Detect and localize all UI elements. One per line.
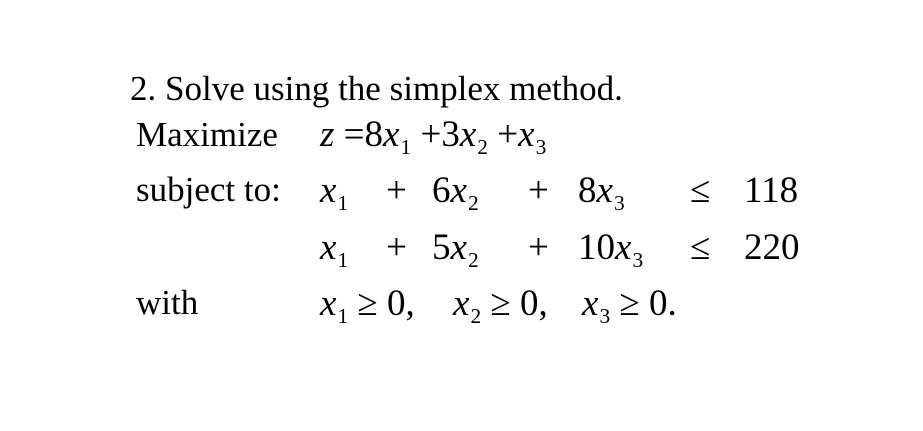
constraint-2-plus-2: + [528, 227, 549, 268]
constraint-2-term-3: $10x_3$ [578, 227, 644, 272]
objective-x2-subscript: 2 [477, 134, 488, 159]
objective-plus-2: + [497, 114, 519, 155]
objective-x1-subscript: 1 [400, 134, 412, 159]
subject-to-label: subject to: [136, 170, 281, 209]
objective-function [320, 114, 547, 159]
nonneg-x1: $x_1 \ge 0$, [320, 283, 415, 328]
objective-coef-2: 3 [441, 114, 460, 155]
constraint-1-relation: ≤ [690, 170, 711, 211]
constraint-1-x1: $x_1$ [320, 170, 349, 215]
objective-x1: x [383, 114, 400, 155]
objective-z: z [320, 114, 335, 155]
objective-equals: = [343, 114, 365, 155]
constraint-1-term-2: $6x_2$ [432, 170, 479, 215]
constraint-2-rhs: 220 [744, 227, 800, 268]
nonneg-x3: $x_3 \ge 0$. [582, 283, 677, 328]
constraint-2-term-2: $5x_2$ [432, 227, 479, 272]
objective-coef-1: 8 [364, 114, 384, 155]
objective-x3: x [518, 114, 535, 155]
constraint-2-x1: $x_1$ [320, 227, 349, 272]
constraint-2-plus-1: + [386, 227, 407, 268]
objective-x2: x [459, 114, 477, 155]
problem-heading: 2. Solve using the simplex method. [130, 69, 623, 108]
constraint-1-term-3: $8x_3$ [578, 170, 625, 215]
nonneg-x2: $x_2 \ge 0$, [453, 283, 548, 328]
constraint-1-plus-2: + [528, 170, 549, 211]
maximize-label: Maximize [136, 115, 278, 154]
constraint-1-plus-1: + [386, 170, 407, 211]
objective-x3-subscript: 3 [535, 134, 547, 159]
constraint-1-rhs: 118 [744, 170, 799, 211]
objective-plus-1: + [420, 114, 442, 155]
with-label: with [136, 283, 199, 322]
constraint-2-relation: ≤ [690, 227, 711, 268]
